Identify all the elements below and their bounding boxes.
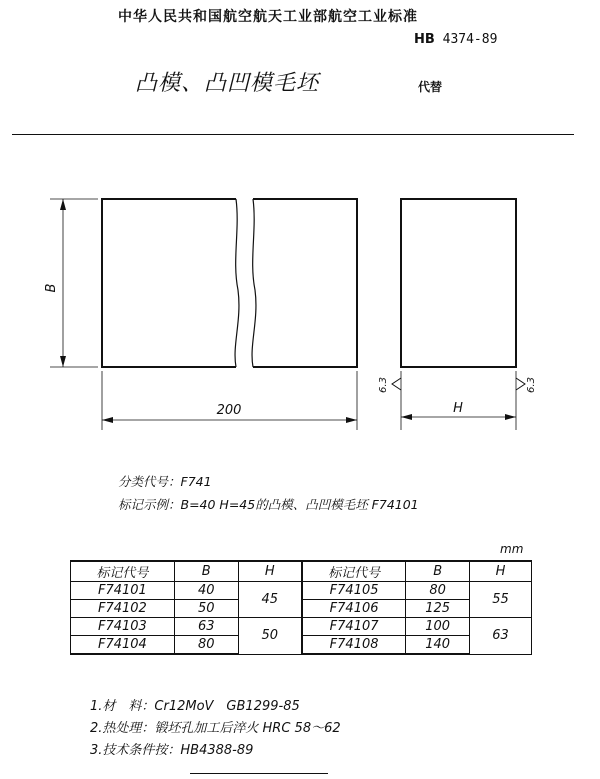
replaces-label: 代替 <box>418 80 443 94</box>
dim-b-label: B <box>44 283 59 293</box>
marking-example-note: 标记示例：B=40 H=45的凸模、凸凹模毛坯 F74101 <box>118 497 419 512</box>
standard-code-prefix: HB <box>414 32 435 47</box>
standard-code-number: 4374-89 <box>442 32 498 47</box>
header-b-right: B <box>406 561 470 582</box>
header-code-right: 标记代号 <box>302 561 406 582</box>
table-row <box>71 618 532 636</box>
requirement-heat-treatment: 2.热处理：锻坯孔加工后淬火 HRC 58～62 <box>90 721 341 736</box>
requirement-material: 1.材 料：Cr12MoV GB1299-85 <box>90 699 300 714</box>
table-header-row <box>71 561 532 582</box>
header-code-left: 标记代号 <box>71 561 175 582</box>
h-cell: 45 <box>238 582 302 618</box>
table-row <box>71 636 532 655</box>
front-view-left-outline <box>102 199 236 367</box>
roughness-right-label: 6.3 <box>526 377 537 393</box>
header-h-right: H <box>470 561 532 582</box>
roughness-left-symbol <box>392 378 401 390</box>
h-cell: 55 <box>470 582 532 618</box>
standard-title: 中华人民共和国航空航天工业部航空工业标准 <box>118 9 418 25</box>
h-cell: 63 <box>470 618 532 655</box>
code-cell: F74106 <box>302 600 406 618</box>
table-row <box>71 600 532 618</box>
b-cell: 40 <box>174 582 238 600</box>
header-h-left: H <box>238 561 302 582</box>
document-title: 凸模、凸凹模毛坯 <box>135 71 320 96</box>
side-view-outline <box>401 199 516 367</box>
header-b-left: B <box>174 561 238 582</box>
code-cell: F74105 <box>302 582 406 600</box>
roughness-right-symbol <box>516 378 525 390</box>
front-view-break-left <box>235 199 239 367</box>
requirement-technical-conditions: 3.技术条件按：HB4388-89 <box>90 743 254 758</box>
code-cell: F74102 <box>71 600 175 618</box>
h-cell: 50 <box>238 618 302 655</box>
b-cell: 50 <box>174 600 238 618</box>
b-cell: 125 <box>406 600 470 618</box>
code-cell: F74101 <box>71 582 175 600</box>
spec-table <box>70 560 532 655</box>
front-view-break-right <box>252 199 256 367</box>
b-cell: 140 <box>406 636 470 655</box>
dim-length-label: 200 <box>216 403 242 418</box>
classification-note: 分类代号：F741 <box>118 474 212 489</box>
front-view-right-outline <box>253 199 357 367</box>
dim-h-label: H <box>453 401 463 416</box>
code-cell: F74108 <box>302 636 406 655</box>
b-cell: 100 <box>406 618 470 636</box>
b-cell: 80 <box>174 636 238 655</box>
b-cell: 63 <box>174 618 238 636</box>
roughness-left-label: 6.3 <box>378 377 389 393</box>
b-cell: 80 <box>406 582 470 600</box>
code-cell: F74104 <box>71 636 175 655</box>
table-unit: mm <box>500 542 524 556</box>
footer-rule <box>190 773 328 774</box>
code-cell: F74103 <box>71 618 175 636</box>
table-row <box>71 582 532 600</box>
code-cell: F74107 <box>302 618 406 636</box>
